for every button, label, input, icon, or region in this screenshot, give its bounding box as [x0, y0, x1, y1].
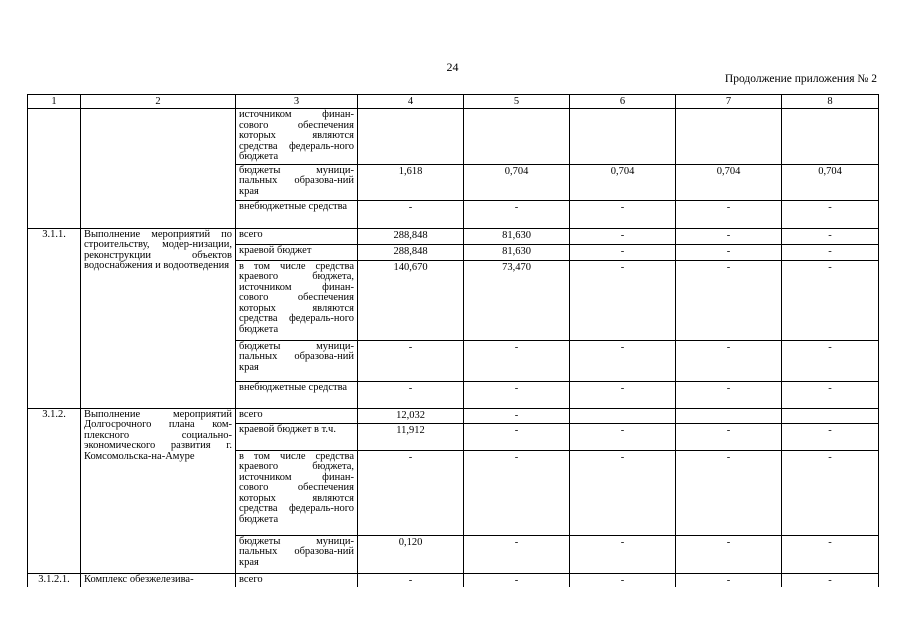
value-cell	[782, 109, 879, 165]
value-cell: -	[676, 573, 782, 587]
page-number: 24	[446, 60, 459, 74]
value-cell: -	[782, 200, 879, 228]
value-cell: 1,618	[358, 164, 464, 200]
value-cell: -	[464, 535, 570, 573]
value-cell: -	[464, 573, 570, 587]
value-cell: -	[570, 381, 676, 408]
funding-source: всего	[236, 408, 358, 423]
value-cell: -	[676, 423, 782, 450]
funding-source: краевой бюджет в т.ч.	[236, 423, 358, 450]
value-cell: -	[676, 260, 782, 340]
value-cell: -	[464, 200, 570, 228]
value-cell: 11,912	[358, 423, 464, 450]
value-cell: -	[358, 200, 464, 228]
value-cell: -	[676, 535, 782, 573]
value-cell: -	[464, 450, 570, 535]
funding-source: бюджеты муници-пальных образова-ний края	[236, 535, 358, 573]
funding-source: внебюджетные средства	[236, 200, 358, 228]
continuation-label: Продолжение приложения № 2	[724, 73, 877, 85]
value-cell: 12,032	[358, 408, 464, 423]
value-cell	[464, 109, 570, 165]
value-cell	[570, 109, 676, 165]
col-header: 3	[236, 95, 358, 109]
col-header: 1	[28, 95, 81, 109]
funding-source: бюджеты муници-пальных образова-ний края	[236, 340, 358, 381]
value-cell: -	[464, 340, 570, 381]
funding-source: краевой бюджет	[236, 244, 358, 260]
value-cell: -	[782, 381, 879, 408]
table-row	[28, 408, 879, 423]
value-cell	[676, 408, 782, 423]
value-cell: -	[676, 340, 782, 381]
value-cell: -	[782, 535, 879, 573]
value-cell: 0,704	[464, 164, 570, 200]
funding-source: бюджеты муници-пальных образова-ний края	[236, 164, 358, 200]
funding-source: источником финан-сового обеспечения которых являются средства федераль-ного бюджета	[236, 109, 358, 165]
col-header: 8	[782, 95, 879, 109]
value-cell: 0,704	[570, 164, 676, 200]
table-row	[28, 573, 879, 587]
value-cell: -	[570, 260, 676, 340]
value-cell: 140,670	[358, 260, 464, 340]
value-cell: -	[782, 260, 879, 340]
value-cell: -	[358, 573, 464, 587]
funding-source: всего	[236, 228, 358, 244]
value-cell	[570, 408, 676, 423]
value-cell: -	[782, 423, 879, 450]
col-header: 5	[464, 95, 570, 109]
funding-source: в том числе средства краевого бюджета, источником финан-сового обеспечения которых являются средства федераль-ного бюджета	[236, 260, 358, 340]
value-cell: -	[358, 340, 464, 381]
value-cell: 288,848	[358, 244, 464, 260]
item-code	[28, 109, 81, 229]
value-cell: -	[570, 244, 676, 260]
col-header: 2	[81, 95, 236, 109]
funding-source: всего	[236, 573, 358, 587]
value-cell: -	[464, 381, 570, 408]
value-cell: -	[570, 535, 676, 573]
value-cell: -	[570, 423, 676, 450]
value-cell: -	[676, 228, 782, 244]
value-cell	[676, 109, 782, 165]
funding-source: внебюджетные средства	[236, 381, 358, 408]
value-cell: -	[782, 244, 879, 260]
value-cell: -	[570, 450, 676, 535]
value-cell: -	[358, 450, 464, 535]
table-row	[28, 109, 879, 165]
funding-source: в том числе средства краевого бюджета, источником финан-сового обеспечения которых являются средства федераль-ного бюджета	[236, 450, 358, 535]
item-code: 3.1.1.	[28, 228, 81, 408]
value-cell: -	[782, 450, 879, 535]
col-header: 6	[570, 95, 676, 109]
value-cell: 0,120	[358, 535, 464, 573]
budget-table	[27, 94, 879, 587]
value-cell: -	[676, 244, 782, 260]
col-header: 4	[358, 95, 464, 109]
value-cell: 81,630	[464, 244, 570, 260]
value-cell: -	[570, 228, 676, 244]
value-cell: 73,470	[464, 260, 570, 340]
value-cell: -	[570, 340, 676, 381]
value-cell: -	[464, 423, 570, 450]
value-cell	[782, 408, 879, 423]
value-cell: 81,630	[464, 228, 570, 244]
table-row	[28, 228, 879, 244]
item-code: 3.1.2.1.	[28, 573, 81, 587]
column-header-row	[28, 95, 879, 109]
item-name: Комплекс обезжелезива-	[81, 573, 236, 587]
value-cell: 0,704	[782, 164, 879, 200]
item-code: 3.1.2.	[28, 408, 81, 573]
value-cell: -	[676, 381, 782, 408]
value-cell: -	[782, 340, 879, 381]
item-name: Выполнение мероприятий Долгосрочного плана ком-плексного социально-экономического развития г. Комсомольска-на-Амуре	[81, 408, 236, 573]
value-cell: -	[782, 573, 879, 587]
value-cell	[358, 109, 464, 165]
value-cell: -	[676, 200, 782, 228]
col-header: 7	[676, 95, 782, 109]
item-name	[81, 109, 236, 229]
value-cell: 0,704	[676, 164, 782, 200]
value-cell: -	[782, 228, 879, 244]
value-cell: -	[358, 381, 464, 408]
value-cell: -	[464, 408, 570, 423]
item-name: Выполнение мероприятий по строительству, модер-низации, реконструкции объектов водоснабжения и водоотведения	[81, 228, 236, 408]
value-cell: -	[676, 450, 782, 535]
value-cell: 288,848	[358, 228, 464, 244]
value-cell: -	[570, 573, 676, 587]
value-cell: -	[570, 200, 676, 228]
